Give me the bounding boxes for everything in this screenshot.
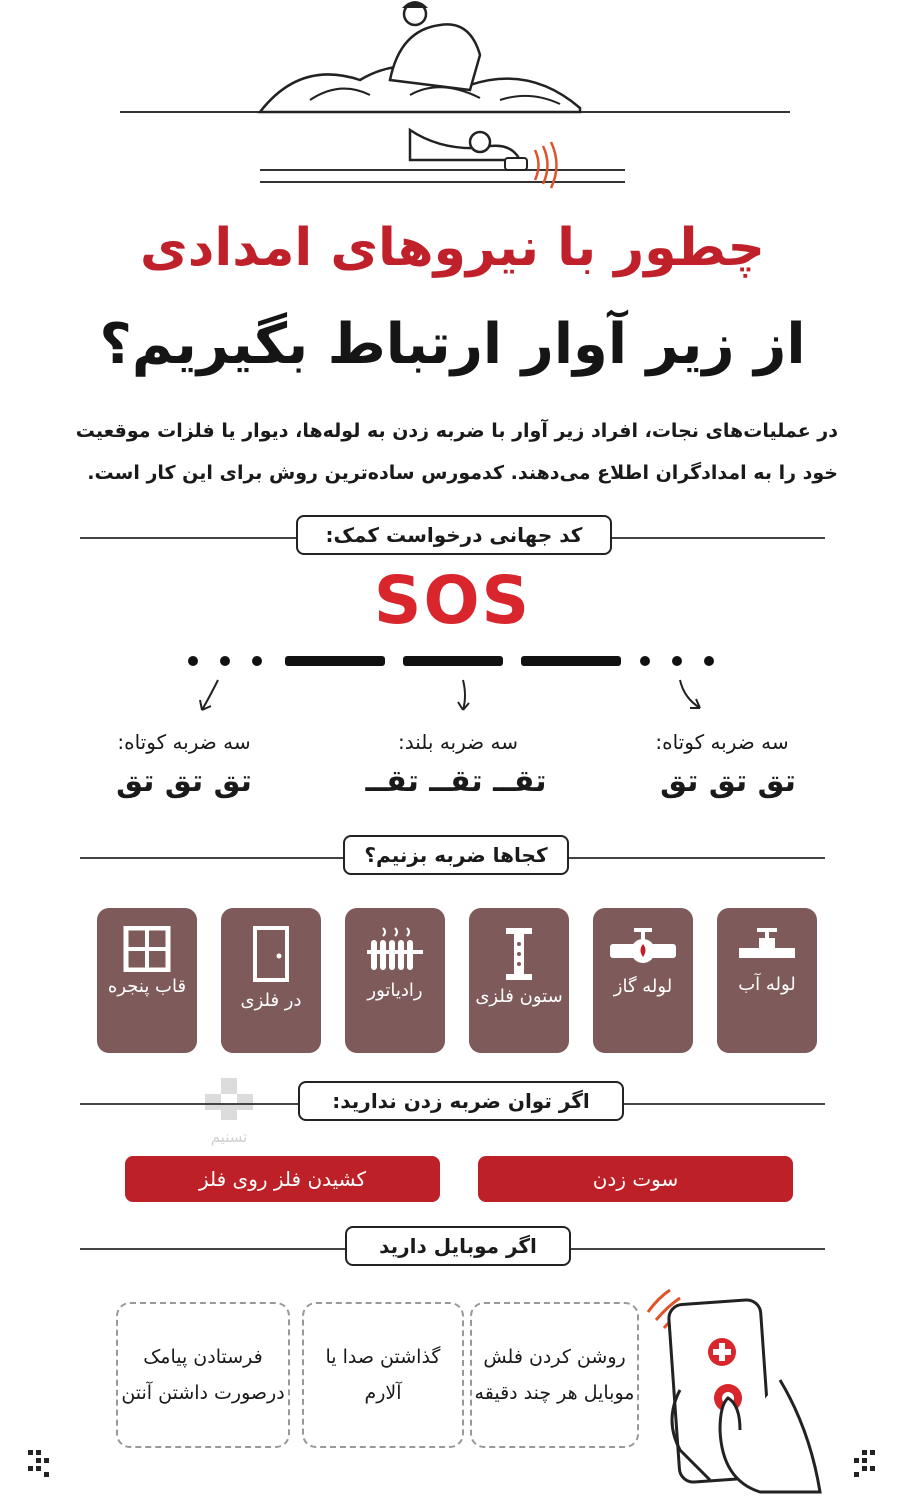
sos-word: SOS xyxy=(373,562,532,639)
place-tile-water-pipe xyxy=(717,908,817,1053)
place-label: لوله آب xyxy=(738,974,796,995)
mobile-tip-text: فرستادن پیامک درصورت داشتن آنتن xyxy=(121,1346,285,1404)
place-tile-gas-pipe xyxy=(593,908,693,1053)
pattern-label-right: سه ضربه کوتاه: xyxy=(655,730,789,754)
section-header-code: کد جهانی درخواست کمک: xyxy=(296,515,612,555)
morse-dot xyxy=(640,656,650,666)
radiator-icon xyxy=(365,926,425,972)
pattern-label-middle: سه ضربه بلند: xyxy=(398,730,518,754)
mobile-tip-alarm xyxy=(302,1302,464,1448)
place-tile-metal-column xyxy=(469,908,569,1053)
mobile-tip-flash xyxy=(470,1302,639,1448)
title-line-2: از زیر آوار ارتباط بگیریم؟ xyxy=(99,312,806,377)
arrow-icon xyxy=(445,676,485,716)
morse-dot xyxy=(252,656,262,666)
watermark xyxy=(196,1076,262,1146)
morse-dash xyxy=(285,656,385,666)
morse-dot xyxy=(672,656,682,666)
arrow-icon xyxy=(672,676,712,716)
mobile-tip-text: گذاشتن صدا یا آلارم xyxy=(325,1346,441,1404)
place-tile-metal-door xyxy=(221,908,321,1053)
metal-column-icon xyxy=(504,926,534,982)
morse-dash xyxy=(521,656,621,666)
arrow-icon xyxy=(190,676,230,716)
section-header-no-strike: اگر توان ضربه زدن ندارید: xyxy=(298,1081,624,1121)
place-label: رادیاتور xyxy=(367,980,423,1001)
option-whistle: سوت زدن xyxy=(478,1156,793,1202)
pattern-sound-left: تق تق تق xyxy=(116,764,252,799)
option-scrape-metal: کشیدن فلز روی فلز xyxy=(125,1156,440,1202)
watermark-logo-icon xyxy=(201,1076,257,1124)
place-tile-radiator xyxy=(345,908,445,1053)
morse-dash xyxy=(403,656,503,666)
brand-logo-icon xyxy=(852,1448,878,1478)
gas-pipe-icon xyxy=(608,926,678,968)
brand-logo-icon xyxy=(26,1448,52,1478)
place-tile-window-frame xyxy=(97,908,197,1053)
watermark-text: تسنیم xyxy=(210,1128,248,1146)
place-label: لوله گاز xyxy=(613,976,673,997)
intro-paragraph: در عملیات‌های نجات، افراد زیر آوار با ضربه زدن به لوله‌ها، دیوار یا فلزات موقعیت خود را به امدادگران اطلاع می‌دهند. کدمورس ساده‌ترین روش برای این کار است. xyxy=(75,420,838,484)
morse-dot xyxy=(188,656,198,666)
rescue-illustration xyxy=(110,0,800,210)
pattern-label-left: سه ضربه کوتاه: xyxy=(117,730,251,754)
mobile-tip-sms xyxy=(116,1302,290,1448)
window-frame-icon xyxy=(122,926,172,972)
morse-dot xyxy=(704,656,714,666)
phone-in-hand-icon xyxy=(640,1280,840,1495)
section-header-where: کجاها ضربه بزنیم؟ xyxy=(343,835,569,875)
metal-door-icon xyxy=(251,926,291,982)
pattern-sound-right: تق تق تق xyxy=(660,764,796,799)
place-label: قاب پنجره xyxy=(107,976,187,997)
title-line-1: چطور با نیروهای امدادی xyxy=(140,218,765,278)
morse-dot xyxy=(220,656,230,666)
place-label: در فلزی xyxy=(240,990,302,1011)
pattern-sound-middle: تقــ تقــ تقــ xyxy=(365,764,547,799)
water-pipe-icon xyxy=(737,926,797,966)
place-label: ستون فلزی xyxy=(475,986,563,1007)
mobile-tip-text: روشن کردن فلش موبایل هر چند دقیقه xyxy=(474,1346,635,1404)
section-header-mobile: اگر موبایل دارید xyxy=(345,1226,571,1266)
